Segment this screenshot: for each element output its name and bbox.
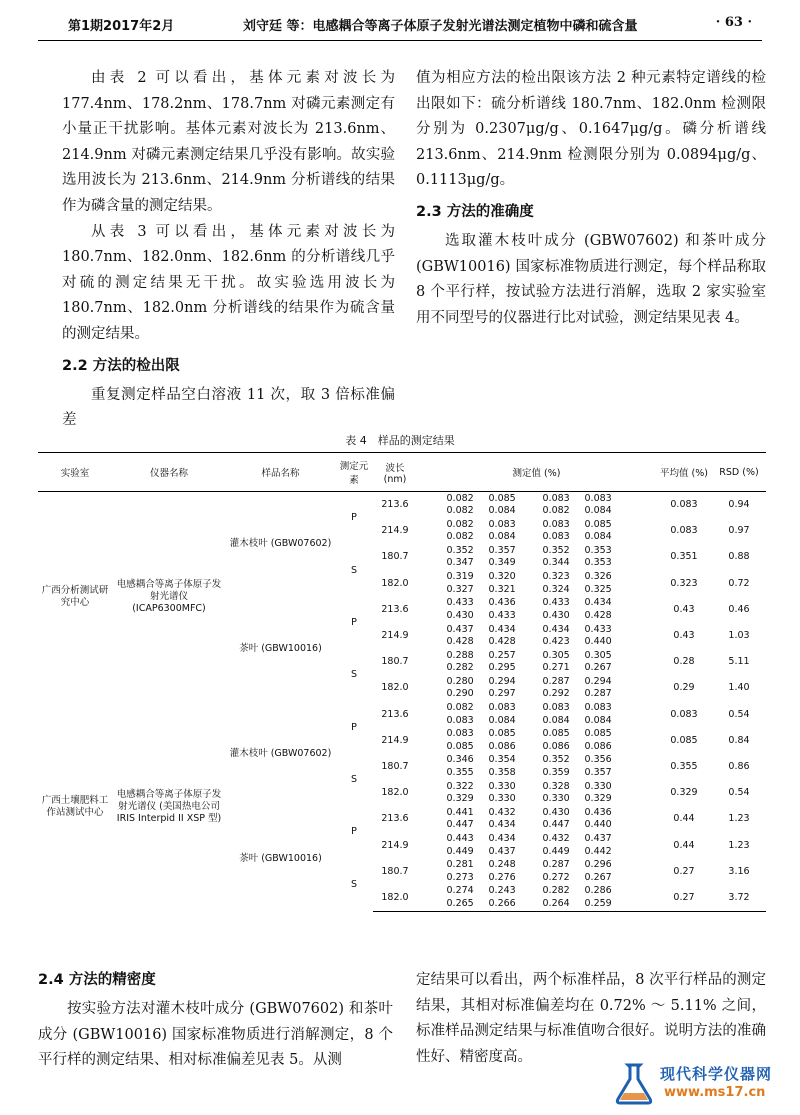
measured-value: 0.353 bbox=[584, 544, 612, 556]
measured-value: 0.353 bbox=[584, 557, 612, 569]
watermark-url: www.ms17.cn bbox=[664, 1085, 766, 1100]
measured-value: 0.449 bbox=[446, 845, 474, 857]
measured-value: 0.436 bbox=[488, 597, 516, 609]
page-number: · 63 · bbox=[715, 15, 752, 30]
measured-value: 0.273 bbox=[446, 871, 474, 883]
measured-value: 0.276 bbox=[488, 871, 516, 883]
measured-value: 0.085 bbox=[446, 740, 474, 752]
measured-value: 0.434 bbox=[488, 623, 516, 635]
wavelength-cell: 213.6 bbox=[381, 813, 409, 825]
section-heading: 2.4 方法的精密度 bbox=[38, 972, 156, 988]
measured-value: 0.083 bbox=[584, 702, 612, 714]
measured-value: 0.084 bbox=[584, 505, 612, 517]
measured-value: 0.084 bbox=[542, 714, 570, 726]
rsd-cell: 1.23 bbox=[728, 839, 750, 851]
paragraph: 选取灌木枝叶成分 (GBW07602) 和茶叶成分 (GBW10016) 国家标准物质进行测定，每个样品称取 8 个平行样，按试验方法进行消解，选取 2 家实验室用不同型号的仪器进行比对试验，测定结果见表 4。 bbox=[416, 232, 766, 326]
average-cell: 0.083 bbox=[670, 708, 698, 720]
col-header: 实验室 bbox=[38, 453, 112, 492]
measured-value: 0.330 bbox=[542, 793, 570, 805]
measured-value: 0.319 bbox=[446, 571, 474, 583]
sample-cell: 灌木枝叶 (GBW07602) bbox=[229, 538, 332, 550]
average-cell: 0.43 bbox=[673, 603, 695, 615]
measured-value: 0.434 bbox=[488, 833, 516, 845]
wavelength-cell: 214.9 bbox=[381, 525, 409, 537]
rsd-cell: 1.03 bbox=[728, 630, 750, 642]
measured-value: 0.083 bbox=[542, 702, 570, 714]
measured-value: 0.272 bbox=[542, 871, 570, 883]
measured-value: 0.428 bbox=[488, 636, 516, 648]
bottom-right-column bbox=[416, 968, 766, 1070]
measured-value: 0.083 bbox=[542, 518, 570, 530]
rsd-cell: 0.46 bbox=[728, 603, 750, 615]
col-header: 仪器名称 bbox=[112, 453, 226, 492]
average-cell: 0.083 bbox=[670, 499, 698, 511]
flask-icon bbox=[610, 1059, 658, 1107]
values-cell bbox=[417, 806, 656, 832]
measured-value: 0.442 bbox=[584, 845, 612, 857]
measured-value: 0.322 bbox=[446, 780, 474, 792]
values-cell bbox=[417, 832, 656, 858]
rsd-cell: 0.84 bbox=[728, 734, 750, 746]
measured-value: 0.085 bbox=[542, 728, 570, 740]
measured-value: 0.440 bbox=[584, 636, 612, 648]
right-column bbox=[416, 66, 766, 331]
sample-cell: 灌木枝叶 (GBW07602) bbox=[229, 747, 332, 759]
measured-value: 0.082 bbox=[542, 505, 570, 517]
measured-value: 0.352 bbox=[542, 754, 570, 766]
col-header: RSD (%) bbox=[712, 453, 766, 492]
measured-value: 0.432 bbox=[488, 806, 516, 818]
instrument-cell: 电感耦合等离子体原子发射光谱仪 (ICAP6300MFC) bbox=[116, 578, 222, 614]
measured-value: 0.084 bbox=[488, 531, 516, 543]
measured-value: 0.354 bbox=[488, 754, 516, 766]
measured-value: 0.430 bbox=[542, 609, 570, 621]
lab-cell: 广西土壤肥料工作站测试中心 bbox=[41, 794, 109, 818]
paragraph: 从表 3 可以看出，基体元素对波长为 180.7nm、182.0nm、182.6nm 的分析谱线几乎对硫的测定结果无干扰。故实验选用波长为 180.7nm、182.0nm 分析谱线的结果作为硫含量的测定结果。 bbox=[62, 223, 395, 342]
measured-value: 0.243 bbox=[488, 885, 516, 897]
measured-value: 0.449 bbox=[542, 845, 570, 857]
rsd-cell: 0.54 bbox=[728, 708, 750, 720]
sample-cell: 茶叶 (GBW10016) bbox=[239, 643, 322, 655]
values-cell bbox=[417, 518, 656, 544]
measured-value: 0.358 bbox=[488, 766, 516, 778]
rsd-cell: 3.16 bbox=[728, 865, 750, 877]
measured-value: 0.437 bbox=[446, 623, 474, 635]
measured-value: 0.327 bbox=[446, 583, 474, 595]
measured-value: 0.294 bbox=[584, 675, 612, 687]
section-heading: 2.3 方法的准确度 bbox=[416, 203, 534, 220]
measured-value: 0.323 bbox=[542, 571, 570, 583]
measured-value: 0.296 bbox=[584, 859, 612, 871]
col-header: 波长 (nm) bbox=[373, 453, 417, 492]
rsd-cell: 3.72 bbox=[712, 885, 766, 912]
average-cell: 0.351 bbox=[670, 551, 698, 563]
measured-value: 0.355 bbox=[446, 766, 474, 778]
measured-value: 0.274 bbox=[446, 885, 474, 897]
values-cell bbox=[417, 885, 656, 912]
rsd-cell: 5.11 bbox=[728, 656, 750, 668]
measured-value: 0.321 bbox=[488, 583, 516, 595]
measured-value: 0.286 bbox=[584, 885, 612, 897]
average-cell: 0.323 bbox=[670, 577, 698, 589]
left-column bbox=[62, 66, 395, 434]
element-cell: P bbox=[351, 616, 357, 628]
wavelength-cell: 182.0 bbox=[381, 577, 409, 589]
measured-value: 0.357 bbox=[584, 766, 612, 778]
wavelength-cell: 214.9 bbox=[381, 734, 409, 746]
average-cell: 0.27 bbox=[656, 885, 712, 912]
measured-value: 0.297 bbox=[488, 688, 516, 700]
measured-value: 0.085 bbox=[584, 728, 612, 740]
watermark-name: 现代科学仪器网 bbox=[660, 1065, 773, 1083]
measured-value: 0.265 bbox=[446, 897, 474, 909]
wavelength-cell: 180.7 bbox=[381, 760, 409, 772]
measured-value: 0.330 bbox=[488, 793, 516, 805]
measured-value: 0.428 bbox=[584, 609, 612, 621]
measured-value: 0.357 bbox=[488, 544, 516, 556]
page-header bbox=[38, 0, 762, 41]
values-cell bbox=[417, 623, 656, 649]
measured-value: 0.083 bbox=[542, 492, 570, 504]
paragraph: 按实验方法对灌木枝叶成分 (GBW07602) 和茶叶成分 (GBW10016) 国家标准物质进行消解测定，8 个平行样的测定结果、相对标准偏差见表 5。从测 bbox=[38, 1001, 393, 1069]
measured-value: 0.447 bbox=[446, 819, 474, 831]
measured-value: 0.083 bbox=[584, 492, 612, 504]
measured-value: 0.266 bbox=[488, 897, 516, 909]
paragraph: 定结果可以看出，两个标准样品，8 次平行样品的测定结果，其相对标准偏差均在 0.72% ～ 5.11% 之间，标准样品测定结果与标准值吻合很好。说明方法的准确性好、精密度高。 bbox=[416, 972, 766, 1065]
wavelength-cell: 213.6 bbox=[381, 708, 409, 720]
values-cell bbox=[417, 571, 656, 597]
measured-value: 0.248 bbox=[488, 859, 516, 871]
paragraph: 重复测定样品空白溶液 11 次，取 3 倍标准偏差 bbox=[62, 386, 395, 429]
average-cell: 0.44 bbox=[673, 813, 695, 825]
measured-value: 0.282 bbox=[542, 885, 570, 897]
paragraph: 由表 2 可以看出，基体元素对波长为 177.4nm、178.2nm、178.7nm 对磷元素测定有小量正干扰影响。基体元素对波长为 213.6nm、214.9nm 对磷元素测定结果几乎没有影响。故实验选用波长为 213.6nm、214.9nm 分析谱线的结果作为磷含量的测定结果。 bbox=[62, 70, 395, 214]
col-header: 平均值 (%) bbox=[656, 453, 712, 492]
measured-value: 0.441 bbox=[446, 806, 474, 818]
measured-value: 0.282 bbox=[446, 662, 474, 674]
table-row bbox=[38, 702, 766, 728]
values-cell bbox=[417, 675, 656, 701]
measured-value: 0.264 bbox=[542, 897, 570, 909]
measured-value: 0.084 bbox=[584, 531, 612, 543]
measured-value: 0.294 bbox=[488, 675, 516, 687]
measured-value: 0.295 bbox=[488, 662, 516, 674]
section-heading: 2.2 方法的检出限 bbox=[62, 357, 180, 374]
values-cell bbox=[417, 597, 656, 623]
measured-value: 0.287 bbox=[542, 859, 570, 871]
element-cell: S bbox=[350, 879, 358, 891]
measured-value: 0.084 bbox=[488, 714, 516, 726]
wavelength-cell: 180.7 bbox=[381, 551, 409, 563]
measured-value: 0.324 bbox=[542, 583, 570, 595]
measured-value: 0.433 bbox=[542, 597, 570, 609]
rsd-cell: 0.97 bbox=[728, 525, 750, 537]
average-cell: 0.44 bbox=[673, 839, 695, 851]
measured-value: 0.349 bbox=[488, 557, 516, 569]
measured-value: 0.305 bbox=[542, 649, 570, 661]
measured-value: 0.267 bbox=[584, 662, 612, 674]
measured-value: 0.346 bbox=[446, 754, 474, 766]
rsd-cell: 0.72 bbox=[728, 577, 750, 589]
rsd-cell: 0.86 bbox=[728, 760, 750, 772]
values-cell bbox=[417, 780, 656, 806]
average-cell: 0.085 bbox=[670, 734, 698, 746]
values-cell bbox=[417, 702, 656, 728]
measured-value: 0.352 bbox=[542, 544, 570, 556]
measured-value: 0.328 bbox=[542, 780, 570, 792]
rsd-cell: 0.54 bbox=[728, 787, 750, 799]
measured-value: 0.280 bbox=[446, 675, 474, 687]
measured-value: 0.437 bbox=[488, 845, 516, 857]
average-cell: 0.29 bbox=[673, 682, 695, 694]
measured-value: 0.082 bbox=[446, 531, 474, 543]
instrument-cell: 电感耦合等离子体原子发射光谱仪 (美国热电公司IRIS Interpid II XSP 型) bbox=[116, 788, 222, 824]
results-table bbox=[38, 452, 766, 912]
wavelength-cell: 214.9 bbox=[381, 630, 409, 642]
measured-value: 0.329 bbox=[446, 793, 474, 805]
sample-cell: 茶叶 (GBW10016) bbox=[239, 852, 322, 864]
measured-value: 0.320 bbox=[488, 571, 516, 583]
measured-value: 0.436 bbox=[584, 806, 612, 818]
measured-value: 0.330 bbox=[584, 780, 612, 792]
measured-value: 0.082 bbox=[446, 518, 474, 530]
measured-value: 0.086 bbox=[488, 740, 516, 752]
lab-cell: 广西分析测试研究中心 bbox=[41, 584, 109, 608]
measured-value: 0.356 bbox=[584, 754, 612, 766]
wavelength-cell: 182.0 bbox=[381, 787, 409, 799]
element-cell: P bbox=[351, 512, 357, 524]
paragraph: 值为相应方法的检出限该方法 2 种元素特定谱线的检出限如下：硫分析谱线 180.7nm、182.0nm 检测限分别为 0.2307μg/g、0.1647μg/g。磷分析谱线 213.6nm、214.9nm 检测限分别为 0.0894μg/g、0.1113μg/g。 bbox=[416, 70, 766, 189]
average-cell: 0.329 bbox=[670, 787, 698, 799]
measured-value: 0.083 bbox=[488, 702, 516, 714]
watermark-logo bbox=[610, 1059, 790, 1109]
issue-label: 第1期2017年2月 bbox=[68, 19, 175, 34]
measured-value: 0.330 bbox=[488, 780, 516, 792]
wavelength-cell: 182.0 bbox=[381, 682, 409, 694]
measured-value: 0.288 bbox=[446, 649, 474, 661]
wavelength-cell: 180.7 bbox=[381, 656, 409, 668]
measured-value: 0.085 bbox=[488, 728, 516, 740]
measured-value: 0.084 bbox=[488, 505, 516, 517]
measured-value: 0.440 bbox=[584, 819, 612, 831]
measured-value: 0.259 bbox=[584, 897, 612, 909]
measured-value: 0.434 bbox=[488, 819, 516, 831]
values-cell bbox=[417, 728, 656, 754]
wavelength-cell: 182.0 bbox=[373, 885, 417, 912]
wavelength-cell: 214.9 bbox=[381, 839, 409, 851]
element-cell: P bbox=[351, 826, 357, 838]
measured-value: 0.434 bbox=[542, 623, 570, 635]
measured-value: 0.267 bbox=[584, 871, 612, 883]
element-cell: S bbox=[350, 774, 358, 786]
wavelength-cell: 180.7 bbox=[381, 865, 409, 877]
values-cell bbox=[417, 544, 656, 570]
measured-value: 0.428 bbox=[446, 636, 474, 648]
measured-value: 0.433 bbox=[584, 623, 612, 635]
measured-value: 0.430 bbox=[542, 806, 570, 818]
element-cell: S bbox=[350, 669, 358, 681]
element-cell: S bbox=[350, 564, 358, 576]
measured-value: 0.287 bbox=[542, 675, 570, 687]
col-header: 测定元素 bbox=[335, 453, 373, 492]
measured-value: 0.086 bbox=[542, 740, 570, 752]
measured-value: 0.437 bbox=[584, 833, 612, 845]
rsd-cell: 0.88 bbox=[728, 551, 750, 563]
measured-value: 0.271 bbox=[542, 662, 570, 674]
measured-value: 0.305 bbox=[584, 649, 612, 661]
measured-value: 0.083 bbox=[446, 714, 474, 726]
measured-value: 0.082 bbox=[446, 492, 474, 504]
table-caption: 表 4 样品的测定结果 bbox=[345, 434, 455, 447]
rsd-cell: 0.94 bbox=[728, 499, 750, 511]
average-cell: 0.355 bbox=[670, 760, 698, 772]
measured-value: 0.083 bbox=[542, 531, 570, 543]
element-cell: P bbox=[351, 721, 357, 733]
measured-value: 0.433 bbox=[446, 597, 474, 609]
measured-value: 0.352 bbox=[446, 544, 474, 556]
wavelength-cell: 213.6 bbox=[381, 603, 409, 615]
wavelength-cell: 213.6 bbox=[381, 499, 409, 511]
col-header: 测定值 (%) bbox=[417, 453, 656, 492]
measured-value: 0.083 bbox=[446, 728, 474, 740]
measured-value: 0.433 bbox=[488, 609, 516, 621]
measured-value: 0.082 bbox=[446, 702, 474, 714]
measured-value: 0.085 bbox=[488, 492, 516, 504]
measured-value: 0.083 bbox=[488, 518, 516, 530]
bottom-left-column bbox=[38, 962, 393, 1074]
measured-value: 0.447 bbox=[542, 819, 570, 831]
measured-value: 0.430 bbox=[446, 609, 474, 621]
running-title: 刘守廷 等：电感耦合等离子体原子发射光谱法测定植物中磷和硫含量 bbox=[243, 19, 638, 34]
rsd-cell: 1.23 bbox=[728, 813, 750, 825]
measured-value: 0.344 bbox=[542, 557, 570, 569]
measured-value: 0.359 bbox=[542, 766, 570, 778]
measured-value: 0.086 bbox=[584, 740, 612, 752]
measured-value: 0.290 bbox=[446, 688, 474, 700]
average-cell: 0.083 bbox=[670, 525, 698, 537]
measured-value: 0.292 bbox=[542, 688, 570, 700]
measured-value: 0.084 bbox=[584, 714, 612, 726]
measured-value: 0.329 bbox=[584, 793, 612, 805]
measured-value: 0.085 bbox=[584, 518, 612, 530]
measured-value: 0.325 bbox=[584, 583, 612, 595]
measured-value: 0.432 bbox=[542, 833, 570, 845]
measured-value: 0.443 bbox=[446, 833, 474, 845]
col-header: 样品名称 bbox=[226, 453, 335, 492]
measured-value: 0.434 bbox=[584, 597, 612, 609]
measured-value: 0.347 bbox=[446, 557, 474, 569]
values-cell bbox=[417, 859, 656, 885]
measured-value: 0.423 bbox=[542, 636, 570, 648]
values-cell bbox=[417, 649, 656, 675]
average-cell: 0.43 bbox=[673, 630, 695, 642]
measured-value: 0.287 bbox=[584, 688, 612, 700]
measured-value: 0.257 bbox=[488, 649, 516, 661]
measured-value: 0.281 bbox=[446, 859, 474, 871]
table-row bbox=[38, 492, 766, 519]
average-cell: 0.28 bbox=[673, 656, 695, 668]
rsd-cell: 1.40 bbox=[728, 682, 750, 694]
average-cell: 0.27 bbox=[673, 865, 695, 877]
measured-value: 0.326 bbox=[584, 571, 612, 583]
values-cell bbox=[417, 754, 656, 780]
values-cell bbox=[417, 492, 656, 519]
measured-value: 0.082 bbox=[446, 505, 474, 517]
